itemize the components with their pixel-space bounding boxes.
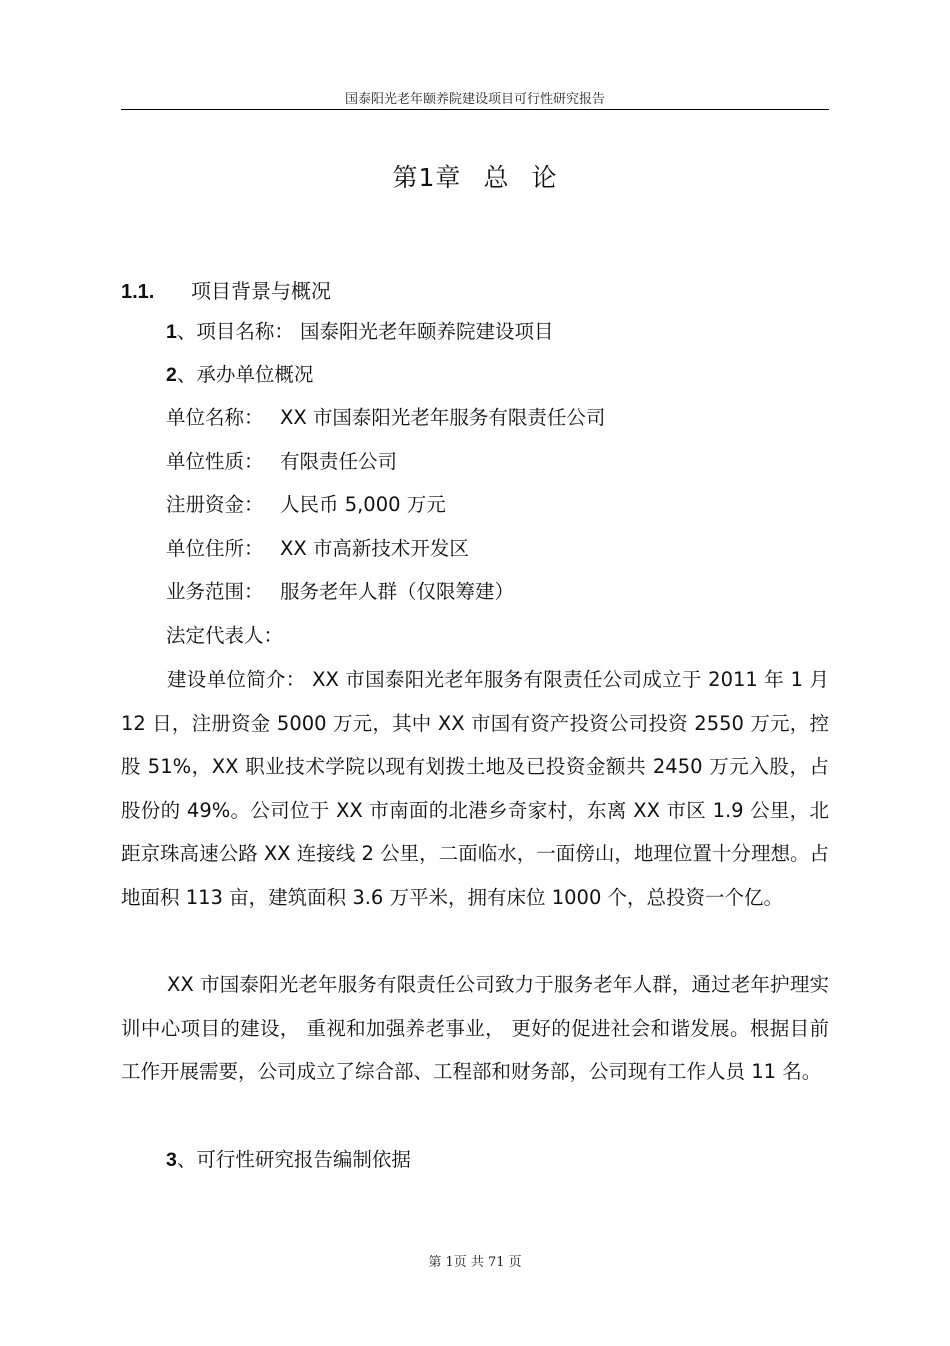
chapter-number: 第1章 [392,163,462,192]
business-scope-row [166,579,514,605]
field-label: 单位名称： [166,406,264,429]
item-number: 3 [166,1149,177,1171]
page-footer: 第 1页 共 71 页 [428,1255,522,1270]
running-header: 国泰阳光老年颐养院建设项目可行性研究报告 [344,92,605,107]
field-label: 单位性质： [166,450,264,473]
section-number: 1.1. [121,281,155,303]
company-mission-paragraph: XX 市国泰阳光老年服务有限责任公司致力于服务老年人群，通过老年护理实训中心项目的建设， 重视和加强养老事业， 更好的促进社会和谐发展。根据目前工作开展需要，公司成立了综合部、工程部和财务部，公司现有工作人员 11 名。 [121,973,829,1083]
section-heading [121,275,331,304]
unit-nature-row [166,449,397,475]
item-text: 、承办单位概况 [176,363,314,386]
item-number: 2 [166,364,177,386]
field-value: 人民币 5,000 万元 [280,493,446,516]
field-value: XX 市国泰阳光老年服务有限责任公司 [280,406,606,429]
chapter-title-char-1: 总 [483,163,510,192]
field-value: 服务老年人群（仅限筹建） [280,580,515,603]
unit-address-row [166,536,469,562]
item-text: 、可行性研究报告编制依据 [176,1148,411,1171]
item-project-name [166,319,554,345]
header-rule [121,109,829,110]
registered-capital-row [166,492,446,518]
company-intro-paragraph: 建设单位简介： XX 市国泰阳光老年服务有限责任公司成立于 2011 年 1 月 12 日，注册资金 5000 万元，其中 XX 市国有资产投资公司投资 2550 万元，控股 51%，XX 职业技术学院以现有划拨土地及已投资金额共 2450 万元入股，占股份的 49%。公司位于 XX 市南面的北港乡奇家村，东离 XX 市区 1.9 公里，北距京珠高速公路 XX 连接线 2 公里，二面临水，一面傍山，地理位置十分理想。占地面积 113 亩，建筑面积 3.6 万平米，拥有床位 1000 个，总投资一个亿。 [121,668,829,909]
item-unit-overview [166,362,313,388]
chapter-title-char-2: 论 [531,163,558,192]
field-value: XX 市高新技术开发区 [280,537,469,560]
field-value: 有限责任公司 [280,450,398,473]
field-label: 单位住所： [166,537,264,560]
item-number: 1 [166,321,177,343]
legal-representative-row [166,623,283,649]
field-label: 业务范围： [166,580,264,603]
item-feasibility-basis [166,1147,411,1173]
field-label: 注册资金： [166,493,264,516]
section-title: 项目背景与概况 [191,279,331,303]
unit-name-row [166,405,605,431]
item-text: 、项目名称： 国泰阳光老年颐养院建设项目 [176,320,554,343]
field-label: 法定代表人： [166,624,284,647]
chapter-title [0,158,950,194]
